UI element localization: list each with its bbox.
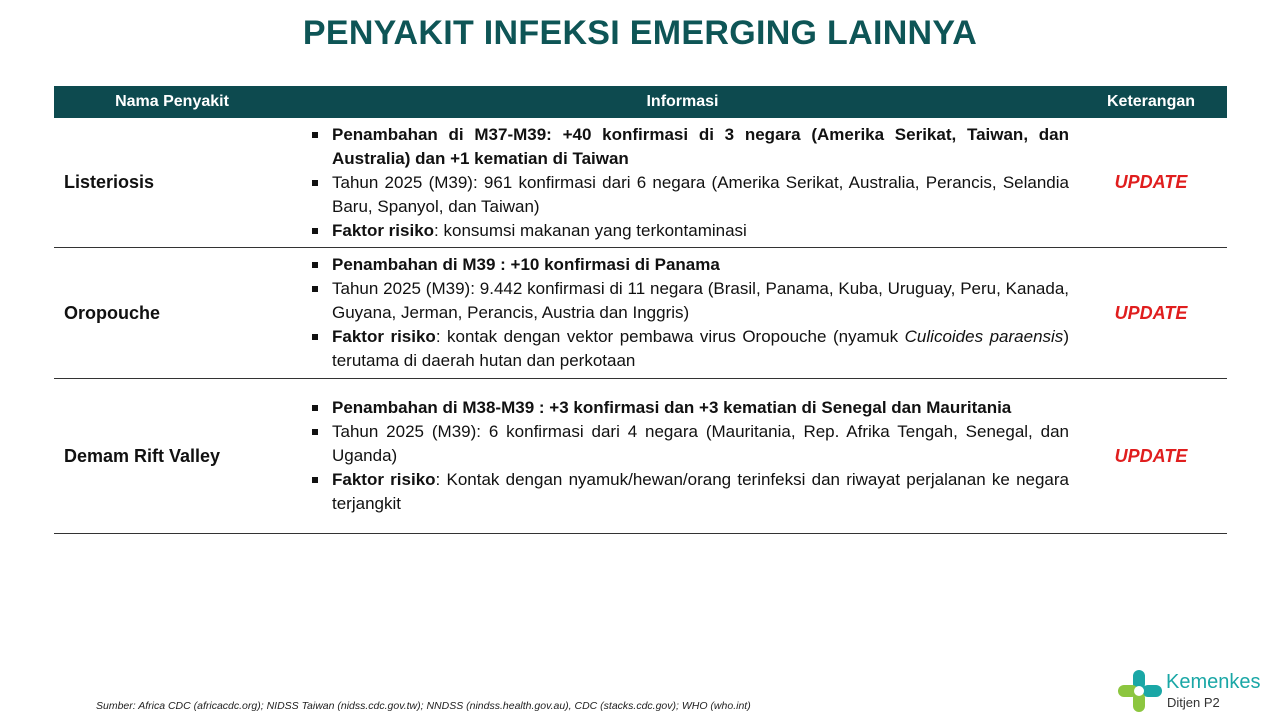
page-title: PENYAKIT INFEKSI EMERGING LAINNYA	[302, 14, 978, 52]
bullet-text-after: ) terutama di daerah hutan dan perkotaan	[332, 327, 1069, 370]
bullet-bold: Penambahan di M37-M39: +40 konfirmasi di 3 negara (Amerika Serikat, Taiwan, dan Australia) dan +1 kematian di Taiwan	[332, 124, 1069, 168]
disease-name: Listeriosis	[64, 172, 155, 192]
kemenkes-logo-icon	[1116, 668, 1164, 714]
table-row	[54, 248, 1227, 379]
logo-subtitle: Ditjen P2	[1167, 695, 1220, 710]
bullet-text: Tahun 2025 (M39): 9.442 konfirmasi di 11 negara (Brasil, Panama, Kuba, Uruguay, Peru, Kanada, Guyana, Jerman, Perancis, Austria dan Inggris)	[332, 279, 1069, 322]
kemenkes-logo	[1116, 668, 1276, 714]
bullet-bold: Faktor risiko	[332, 327, 436, 346]
table-header	[54, 86, 1227, 118]
info-bullet	[300, 219, 1075, 243]
disease-table	[54, 86, 1227, 534]
status-update: UPDATE	[1114, 172, 1188, 192]
info-bullet	[300, 123, 1075, 171]
header-name: Nama Penyakit	[115, 93, 229, 110]
header-info: Informasi	[646, 93, 719, 110]
bullet-text: Tahun 2025 (M39): 961 konfirmasi dari 6 negara (Amerika Serikat, Australia, Perancis, Selandia Baru, Spanyol, dan Taiwan)	[332, 172, 1069, 216]
bullet-text: : kontak dengan vektor pembawa virus Oropouche (nyamuk	[435, 327, 905, 346]
disease-name: Demam Rift Valley	[64, 445, 221, 466]
info-bullet	[300, 171, 1075, 219]
logo-name: Kemenkes	[1166, 671, 1261, 693]
bullet-bold: Penambahan di M38-M39 : +3 konfirmasi dan +3 kematian di Senegal dan Mauritania	[332, 398, 1012, 417]
disease-name: Oropouche	[64, 302, 161, 323]
header-note: Keterangan	[1106, 93, 1196, 110]
disease-info	[290, 392, 1075, 520]
disease-info	[290, 249, 1075, 377]
info-bullet	[300, 420, 1075, 468]
info-bullet	[300, 468, 1075, 516]
info-bullet	[300, 325, 1075, 373]
status-update: UPDATE	[1114, 445, 1188, 466]
bullet-text: Tahun 2025 (M39): 6 konfirmasi dari 4 negara (Mauritania, Rep. Afrika Tengah, Senegal, dan Uganda)	[332, 422, 1069, 465]
status-update: UPDATE	[1114, 302, 1188, 323]
bullet-text: : konsumsi makanan yang terkontaminasi	[434, 220, 747, 240]
info-bullet	[300, 396, 1075, 420]
bullet-bold: Penambahan di M39 : +10 konfirmasi di Panama	[332, 255, 720, 274]
info-bullet	[300, 277, 1075, 325]
bullet-bold: Faktor risiko	[332, 220, 435, 240]
table-row	[54, 118, 1227, 248]
bullet-text: : Kontak dengan nyamuk/hewan/orang terinfeksi dan riwayat perjalanan ke negara terjangkit	[332, 470, 1069, 513]
bullet-bold: Faktor risiko	[332, 470, 436, 489]
source-citation: Sumber: Africa CDC (africacdc.org); NIDSS Taiwan (nidss.cdc.gov.tw); NNDSS (nindss.health.gov.au), CDC (stacks.cdc.gov); WHO (who.int)	[96, 700, 751, 712]
table-row	[54, 379, 1227, 534]
info-bullet	[300, 253, 1075, 277]
disease-info	[290, 119, 1075, 247]
bullet-italic: Culicoides paraensis	[904, 327, 1064, 346]
